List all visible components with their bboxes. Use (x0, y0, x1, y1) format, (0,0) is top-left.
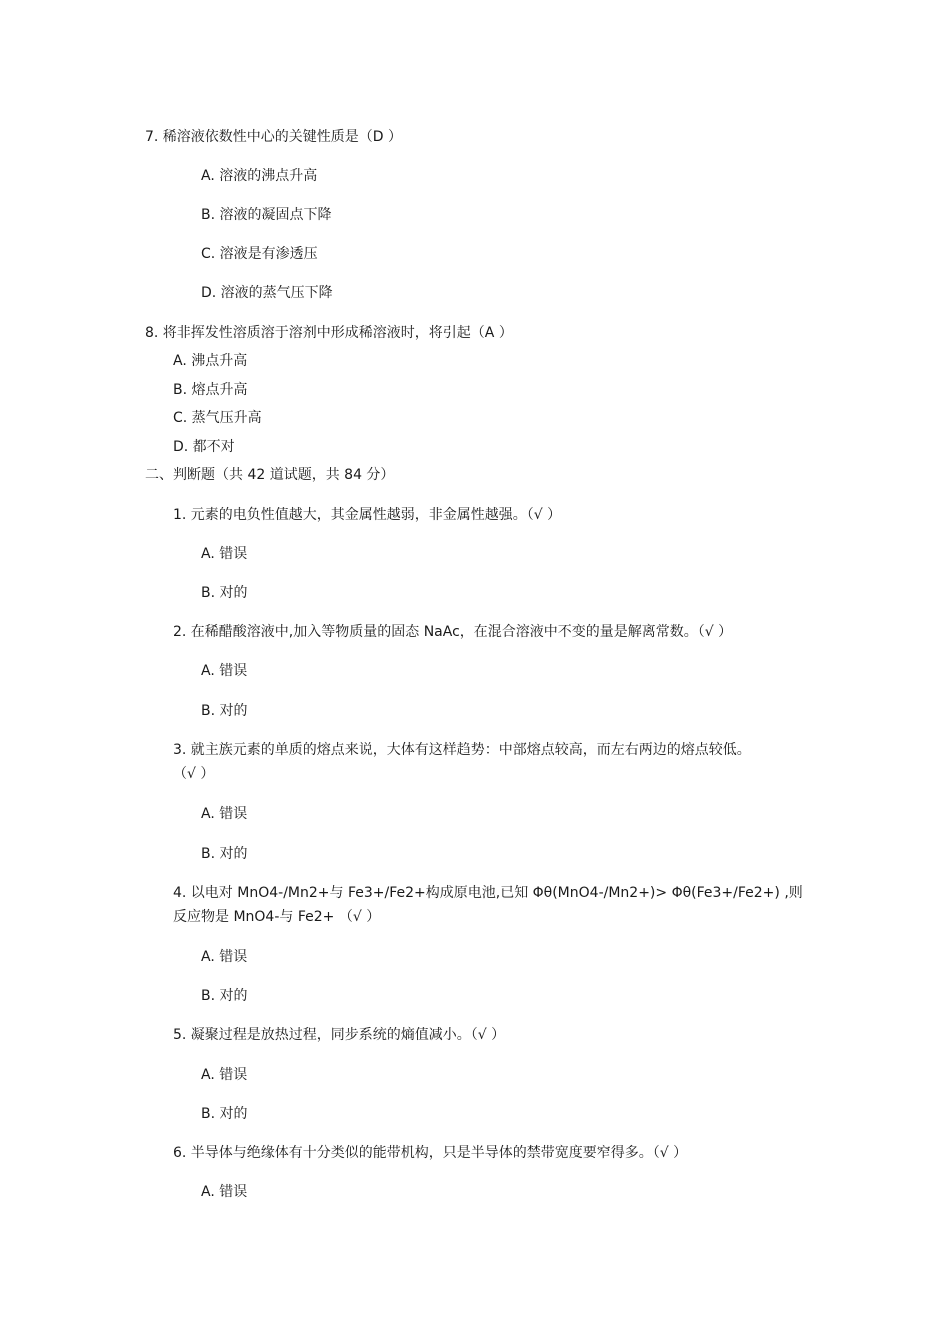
question-7-option-a: A. 溶液的沸点升高 (201, 168, 318, 184)
question-7-option-b: B. 溶液的凝固点下降 (201, 207, 332, 223)
judge-1-option-b: B. 对的 (201, 585, 248, 601)
judge-1-option-a: A. 错误 (201, 546, 248, 562)
judge-4-stem: 4. 以电对 MnO4-/Mn2+与 Fe3+/Fe2+构成原电池,已知 Φθ(MnO4-/Mn2+)> Φθ(Fe3+/Fe2+) ,则 (173, 885, 803, 901)
judge-5-option-a: A. 错误 (201, 1067, 248, 1083)
question-8-option-c: C. 蒸气压升高 (173, 410, 262, 426)
judge-3-option-b: B. 对的 (201, 846, 248, 862)
judge-5-stem: 5. 凝聚过程是放热过程，同步系统的熵值减小。（√ ） (173, 1027, 506, 1043)
judge-4-option-b: B. 对的 (201, 988, 248, 1004)
judge-4-stem-continued: 反应物是 MnO4-与 Fe2+ （√ ） (173, 909, 381, 925)
judge-3-option-a: A. 错误 (201, 806, 248, 822)
judge-2-option-b: B. 对的 (201, 703, 248, 719)
section-heading: 二、判断题（共 42 道试题，共 84 分） (145, 467, 395, 483)
question-8-option-b: B. 熔点升高 (173, 382, 248, 398)
judge-6-option-a: A. 错误 (201, 1184, 248, 1200)
judge-3-stem: 3. 就主族元素的单质的熔点来说，大体有这样趋势：中部熔点较高，而左右两边的熔点较低。 (173, 742, 751, 758)
question-7-option-c: C. 溶液是有渗透压 (201, 246, 318, 262)
question-7-option-d: D. 溶液的蒸气压下降 (201, 285, 333, 301)
judge-5-option-b: B. 对的 (201, 1106, 248, 1122)
question-8-option-d: D. 都不对 (173, 439, 235, 455)
question-7-stem: 7. 稀溶液依数性中心的关键性质是（D ） (145, 129, 403, 145)
judge-3-stem-continued: （√ ） (173, 766, 215, 782)
judge-6-stem: 6. 半导体与绝缘体有十分类似的能带机构，只是半导体的禁带宽度要窄得多。（√ ） (173, 1145, 688, 1161)
judge-2-stem: 2. 在稀醋酸溶液中,加入等物质量的固态 NaAc，在混合溶液中不变的量是解离常数。（√ ） (173, 624, 733, 640)
judge-4-option-a: A. 错误 (201, 949, 248, 965)
judge-2-option-a: A. 错误 (201, 663, 248, 679)
question-8-stem: 8. 将非挥发性溶质溶于溶剂中形成稀溶液时，将引起（A ） (145, 325, 513, 341)
question-8-option-a: A. 沸点升高 (173, 353, 248, 369)
judge-1-stem: 1. 元素的电负性值越大，其金属性越弱，非金属性越强。（√ ） (173, 507, 562, 523)
